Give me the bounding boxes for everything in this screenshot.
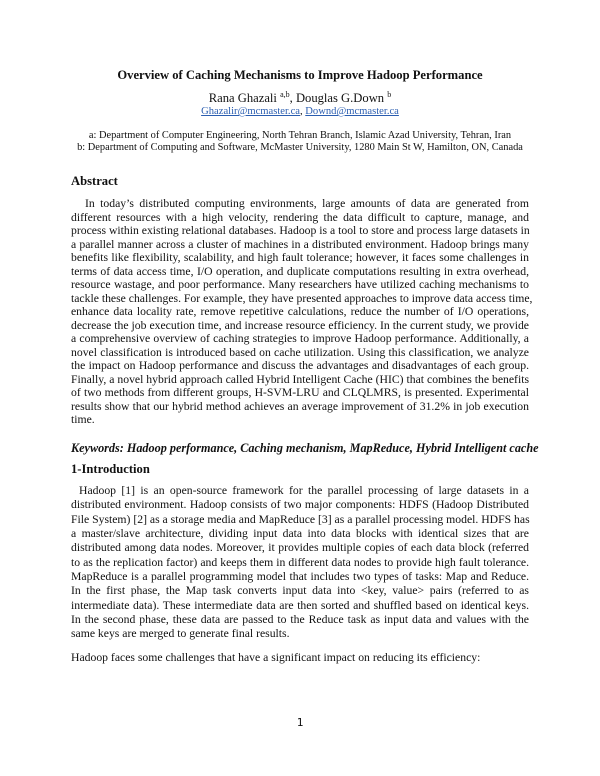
text-line: Finally, a novel hybrid approach called Hybrid Intelligent Cache (HIC) that combines the benefits	[71, 372, 529, 386]
text-line: to as the replication factor) and keeps them in different data nodes to provide high fault tolerance.	[71, 555, 529, 569]
text-line: intermediate data). These intermediate data are then sorted and shuffled based on identical keys.	[71, 598, 529, 612]
author-affiliation-marker: b	[387, 90, 392, 99]
email-link[interactable]: Downd@mcmaster.ca	[305, 106, 399, 117]
text-line: File System) [2] as a storage media and MapReduce [3] as a parallel processing model. HDFS has	[71, 512, 530, 526]
introduction-closing-sentence: Hadoop faces some challenges that have a significant impact on reducing its efficiency:	[71, 651, 481, 664]
text-line: benefits like flexibility, scalability, and high fault tolerance; however, it faces some challenges in	[71, 251, 529, 264]
text-line: In the first phase, the Map task converts input data into <key, value> pairs (referred to as	[71, 584, 529, 598]
paper-title: Overview of Caching Mechanisms to Improve Hadoop Performance	[117, 68, 483, 82]
text-line: the impact on Hadoop performance and discuss the advantages and disadvantages of each group.	[71, 359, 529, 372]
text-line: a comprehensive overview of caching strategies to improve Hadoop performance. Additionally, a	[71, 332, 529, 345]
text-line: resource wastage, and poor performance. Many researchers have utilized caching mechanisms to	[71, 278, 529, 291]
text-line: same keys are merged to generate final results.	[71, 627, 290, 641]
affiliation: b: Department of Computing and Software, McMaster University, 1280 Main St W, Hamilton, ON, Canada	[77, 142, 523, 153]
introduction-heading: 1-Introduction	[71, 462, 150, 476]
text-line: time.	[71, 413, 95, 426]
affiliation: a: Department of Computer Engineering, North Tehran Branch, Islamic Azad University, Tehran, Iran	[88, 130, 512, 141]
author-name: Douglas G.Down	[295, 91, 385, 106]
text-line: terms of data access time, I/O operation, and duplicate computations resulting in extra overhead,	[71, 264, 529, 278]
email-link[interactable]: Ghazalir@mcmaster.ca	[201, 106, 300, 117]
author-name: Rana Ghazali	[208, 91, 277, 106]
text-line: a parallel manner across a cluster of machines in a distributed environment. Hadoop brings many	[71, 237, 529, 251]
text-line: Hadoop [1] is an open-source framework for the parallel processing of large datasets in a	[79, 484, 529, 497]
keywords: Keywords: Hadoop performance, Caching mechanism, MapReduce, Hybrid Intelligent cache	[71, 441, 539, 455]
text-line: distributed among data nodes. Moreover, it provides multiple copies of each data block (referred	[71, 541, 529, 555]
introduction-paragraph	[71, 484, 529, 642]
text-line: MapReduce is a parallel programming model that includes two types of tasks: Map and Reduce.	[71, 570, 529, 584]
text-line: a master/slave architecture, dividing input data into data blocks with identical sizes that are	[71, 527, 529, 541]
authors: Rana Ghazali $^{a,b}$, Douglas G.Down $^b$	[208, 90, 392, 106]
text-line: novel classification is introduced based on cache utilization. Using this classification, we analyze	[71, 345, 529, 359]
text-line: different resources with a high velocity, rendering the data difficult to capture, manage, and	[71, 210, 529, 224]
text-line: In today’s distributed computing environments, large amounts of data are generated from	[85, 197, 529, 210]
text-line: distributed environment. Hadoop consists of two major components: HDFS (Hadoop Distributed	[71, 498, 529, 512]
abstract-heading: Abstract	[71, 174, 118, 188]
text-line: decrease the job execution time, and increase resource efficiency. In the current study, we provide	[71, 318, 529, 332]
abstract-paragraph	[71, 197, 533, 427]
page-number: 1	[296, 716, 304, 729]
text-line: process within existing relational databases. Hadoop is a tool to store and process large datasets in	[71, 224, 530, 237]
author-emails: Ghazalir@mcmaster.ca, Downd@mcmaster.ca	[201, 106, 399, 117]
text-line: results show that our hybrid method achieves an average improvement of 31.2% in job execution	[71, 399, 529, 413]
text-line: tackle these challenges. For example, they have presented approaches to improve data access time,	[71, 291, 533, 305]
text-line: of two methods from different groups, H-SVM-LRU and CLQLMRS, is presented. Experimental	[71, 386, 529, 399]
author-affiliation-marker: a,b	[280, 90, 290, 99]
text-line: In the second phase, these data are passed to the Reduce task as input data and values with the	[71, 613, 529, 627]
text-line: enhance data locality rate, remove repetitive calculations, reduce the number of I/O operations,	[71, 305, 529, 318]
